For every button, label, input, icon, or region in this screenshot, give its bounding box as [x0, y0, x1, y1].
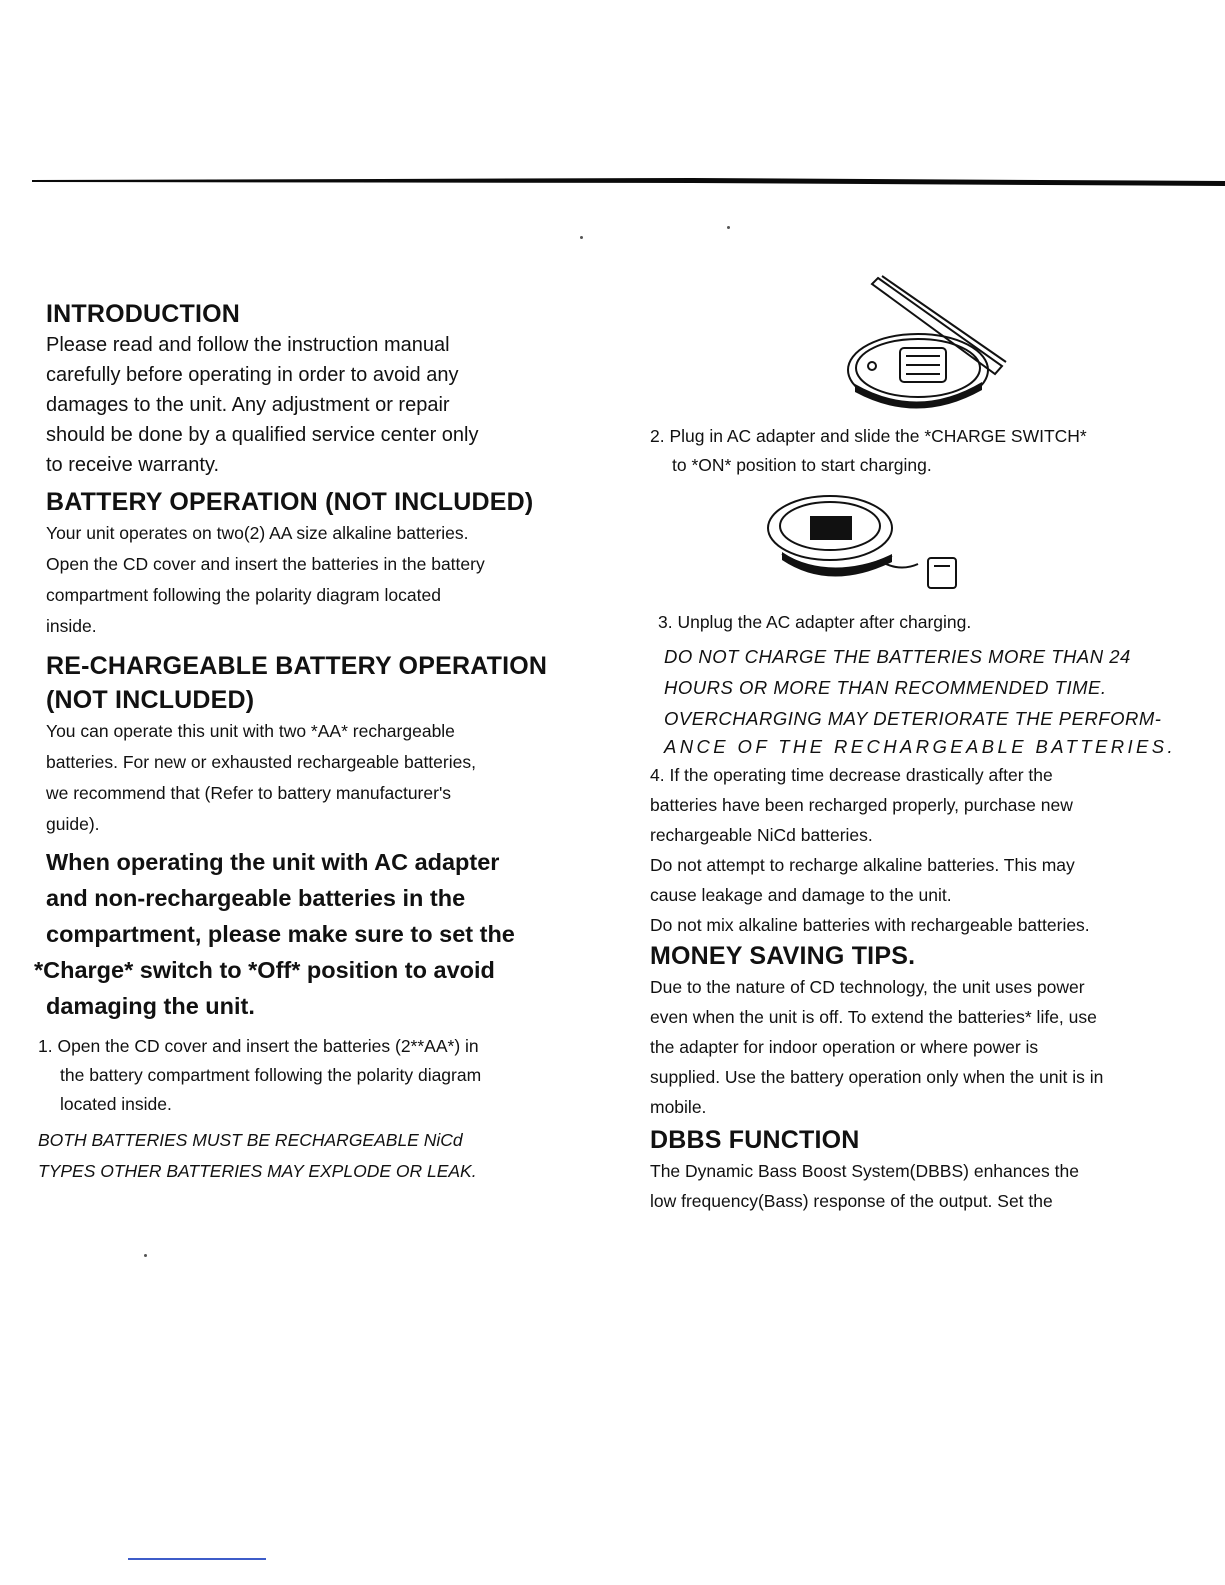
text-line: Your unit operates on two(2) AA size alkaline batteries.: [46, 523, 469, 543]
left-column: [34, 298, 606, 1187]
step-1-line: located inside.: [60, 1094, 172, 1114]
text-line: guide).: [46, 814, 100, 834]
overcharge-caution: [664, 641, 1205, 760]
text-line: You can operate this unit with two *AA* rechargeable: [46, 721, 455, 741]
text-line: the adapter for indoor operation or where power is: [650, 1037, 1039, 1057]
top-rule: [32, 177, 1225, 187]
step-3: 3. Unplug the AC adapter after charging.: [658, 612, 972, 632]
cd-player-charging-illustration: [650, 484, 1205, 602]
step-4-line: cause leakage and damage to the unit.: [650, 885, 952, 905]
text-line: Due to the nature of CD technology, the unit uses power: [650, 977, 1085, 997]
money-saving-text: [650, 972, 1205, 1122]
recharge-text: [46, 716, 606, 840]
step-1-line: the battery compartment following the polarity diagram: [60, 1065, 482, 1085]
step-4-line: rechargeable NiCd batteries.: [650, 825, 873, 845]
scan-speck: [144, 1254, 147, 1257]
warning-line: damaging the unit.: [46, 993, 255, 1019]
text-line: should be done by a qualified service center only: [46, 424, 479, 446]
battery-operation-heading: BATTERY OPERATION (NOT INCLUDED): [46, 488, 534, 516]
nicd-warning: [38, 1125, 606, 1187]
footer-link-line: [128, 1558, 266, 1560]
text-line: compartment following the polarity diagram located: [46, 585, 441, 605]
money-saving-heading: MONEY SAVING TIPS.: [650, 942, 916, 970]
text-line: we recommend that (Refer to battery manufacturer's: [46, 783, 452, 803]
recharge-heading-line1: RE-CHARGEABLE BATTERY OPERATION: [46, 652, 548, 680]
text-line: carefully before operating in order to avoid any: [46, 364, 459, 386]
text-line: mobile.: [650, 1097, 707, 1117]
step-1-first-line: 1. Open the CD cover and insert the batteries (2**AA*) in: [38, 1036, 479, 1056]
caution-line: OVERCHARGING MAY DETERIORATE THE PERFORM-: [664, 708, 1162, 729]
warning-line: *Charge* switch to *Off* position to avoid: [34, 957, 495, 983]
caution-line: ANCE OF THE RECHARGEABLE BATTERIES.: [664, 736, 1177, 757]
caution-line: HOURS OR MORE THAN RECOMMENDED TIME.: [664, 677, 1107, 698]
warning-line: compartment, please make sure to set the: [46, 921, 515, 947]
step-4: [650, 760, 1205, 940]
step-4-line: Do not attempt to recharge alkaline batteries. This may: [650, 855, 1075, 875]
text-line: The Dynamic Bass Boost System(DBBS) enhances the: [650, 1161, 1079, 1181]
text-line: to receive warranty.: [46, 454, 220, 476]
text-line: even when the unit is off. To extend the batteries* life, use: [650, 1007, 1097, 1027]
italic-line: TYPES OTHER BATTERIES MAY EXPLODE OR LEAK.: [38, 1161, 477, 1181]
cd-player-open-illustration: [650, 270, 1205, 422]
introduction-heading: INTRODUCTION: [46, 300, 241, 328]
introduction-text: [46, 330, 606, 480]
warning-line: When operating the unit with AC adapter: [46, 849, 500, 875]
text-line: Open the CD cover and insert the batteries in the battery: [46, 554, 485, 574]
text-line: damages to the unit. Any adjustment or repair: [46, 394, 450, 416]
dbbs-heading: DBBS FUNCTION: [650, 1126, 860, 1154]
text-line: supplied. Use the battery operation only when the unit is in: [650, 1067, 1104, 1087]
step-1: [38, 1032, 606, 1119]
step-4-line: batteries have been recharged properly, purchase new: [650, 795, 1073, 815]
ac-adapter-warning: [34, 844, 606, 1024]
step-2-line: to *ON* position to start charging.: [672, 455, 932, 475]
step-2-first-line: 2. Plug in AC adapter and slide the *CHARGE SWITCH*: [650, 426, 1087, 446]
caution-line: DO NOT CHARGE THE BATTERIES MORE THAN 24: [664, 646, 1131, 667]
scan-speck: [580, 236, 583, 239]
recharge-heading-line2: (NOT INCLUDED): [46, 686, 255, 714]
scan-speck: [727, 226, 730, 229]
warning-line: and non-rechargeable batteries in the: [46, 885, 466, 911]
step-4-line: 4. If the operating time decrease drastically after the: [650, 765, 1053, 785]
right-column: [650, 270, 1205, 1216]
step-4-line: Do not mix alkaline batteries with rechargeable batteries.: [650, 915, 1090, 935]
italic-line: BOTH BATTERIES MUST BE RECHARGEABLE NiCd: [38, 1130, 463, 1150]
text-line: inside.: [46, 616, 97, 636]
text-line: Please read and follow the instruction manual: [46, 334, 450, 356]
step-2: [650, 422, 1205, 480]
dbbs-text: [650, 1156, 1205, 1216]
text-line: low frequency(Bass) response of the output. Set the: [650, 1191, 1053, 1211]
text-line: batteries. For new or exhausted rechargeable batteries,: [46, 752, 476, 772]
battery-operation-text: [46, 518, 606, 642]
